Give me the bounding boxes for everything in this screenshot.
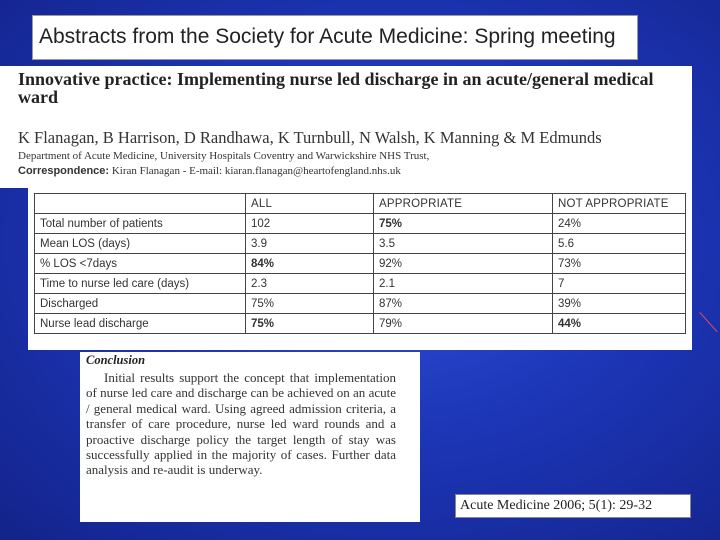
correspondence-text: Kiran Flanagan - E-mail: kiaran.flanagan@heartofengland.nhs.uk	[111, 165, 401, 177]
table-cell: 7	[553, 274, 686, 294]
table-row	[35, 314, 686, 334]
table-cell: Total number of patients	[35, 214, 246, 234]
table-cell: 92%	[374, 254, 553, 274]
table-header-cell	[35, 194, 246, 214]
table-cell: 73%	[553, 254, 686, 274]
table-cell: 44%	[553, 314, 686, 334]
citation-text: Acute Medicine 2006; 5(1): 29-32	[460, 498, 653, 513]
table-cell: 75%	[374, 214, 553, 234]
conclusion-heading: Conclusion	[86, 353, 146, 367]
slide-title: Abstracts from the Society for Acute Medicine: Spring meeting	[39, 25, 616, 48]
table-row	[35, 254, 686, 274]
article-department: Department of Acute Medicine, University Hospitals Coventry and Warwickshire NHS Trust,	[18, 150, 430, 162]
conclusion-text: Initial results support the concept that implementation of nurse led care and discharge can be achieved on an acute / general medical ward. Using agreed admission criteria, a transfer of care procedure, nurse led ward rounds and a proactive discharge policy the target length of stay was successfully applied in the majority of cases. Further data analysis and re-audit is underway.	[86, 370, 396, 478]
table-header-cell: APPROPRIATE	[374, 194, 553, 214]
table-cell: 2.3	[246, 274, 374, 294]
conclusion-panel	[80, 352, 420, 522]
table-row	[35, 214, 686, 234]
article-title: Innovative practice: Implementing nurse led discharge in an acute/general medical ward	[18, 69, 654, 107]
article-authors: K Flanagan, B Harrison, D Randhawa, K Turnbull, N Walsh, K Manning & M Edmunds	[18, 128, 602, 147]
table-row	[35, 234, 686, 254]
table-cell: 102	[246, 214, 374, 234]
table-header-cell: NOT APPROPRIATE	[553, 194, 686, 214]
table-cell: 2.1	[374, 274, 553, 294]
table-cell: Discharged	[35, 294, 246, 314]
correspondence-label: Correspondence:	[18, 165, 110, 177]
article-correspondence	[18, 165, 401, 177]
results-table-panel	[28, 188, 692, 350]
table-row	[35, 294, 686, 314]
table-cell: 84%	[246, 254, 374, 274]
table-cell: Nurse lead discharge	[35, 314, 246, 334]
table-cell: Mean LOS (days)	[35, 234, 246, 254]
table-cell: 75%	[246, 314, 374, 334]
article-header	[0, 66, 692, 188]
table-cell: 87%	[374, 294, 553, 314]
table-cell: % LOS <7days	[35, 254, 246, 274]
table-cell: 5.6	[553, 234, 686, 254]
table-cell: 75%	[246, 294, 374, 314]
citation-box	[455, 494, 691, 518]
slide-title-box	[32, 15, 638, 60]
table-row	[35, 274, 686, 294]
table-header-cell: ALL	[246, 194, 374, 214]
table-header-row	[35, 194, 686, 214]
table-cell: 3.9	[246, 234, 374, 254]
table-cell: Time to nurse led care (days)	[35, 274, 246, 294]
results-table	[34, 193, 686, 334]
table-cell: 24%	[553, 214, 686, 234]
table-cell: 79%	[374, 314, 553, 334]
table-cell: 39%	[553, 294, 686, 314]
table-cell: 3.5	[374, 234, 553, 254]
decorative-line	[699, 312, 717, 332]
